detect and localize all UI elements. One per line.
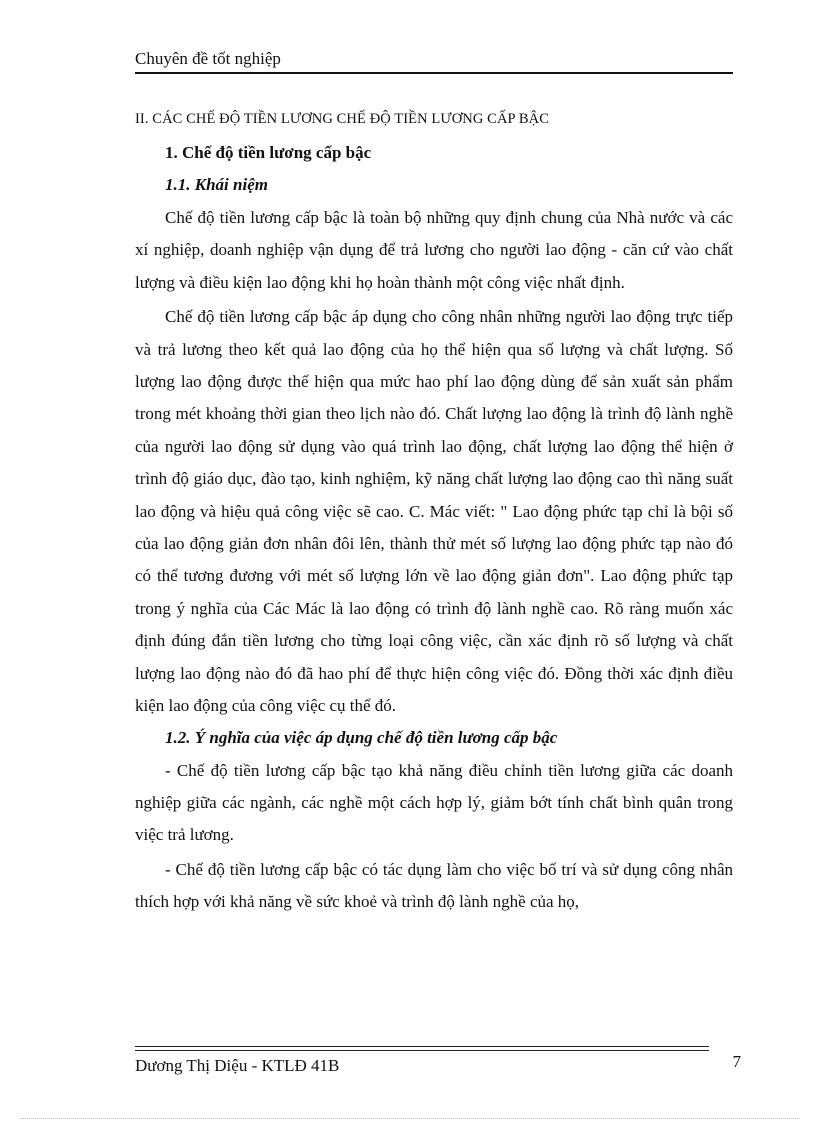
section-title: II. CÁC CHẾ ĐỘ TIỀN LƯƠNG CHẾ ĐỘ TIỀN LƯƠNG CẤP BẬC bbox=[135, 111, 549, 127]
page-number: 7 bbox=[732, 1052, 741, 1071]
document-body bbox=[135, 108, 733, 921]
footer-rule bbox=[135, 1050, 709, 1051]
paragraph: Chế độ tiền lương cấp bậc là toàn bộ những quy định chung của Nhà nước và các xí nghiệp, doanh nghiệp vận dụng để trả lương cho người lao động - căn cứ vào chất lượng và điều kiện lao động khi họ hoàn thành một công việc nhất định. bbox=[135, 208, 733, 292]
page-footer bbox=[135, 1046, 741, 1075]
footer-author: Dương Thị Diệu - KTLĐ 41B bbox=[135, 1056, 340, 1075]
footer-rule bbox=[135, 1046, 709, 1047]
paragraph: - Chế độ tiền lương cấp bậc tạo khả năng điều chỉnh tiền lương giữa các doanh nghiệp giữa các ngành, các nghề một cách hợp lý, giảm bớt tính chất bình quân trong việc trả lương. bbox=[135, 760, 733, 845]
heading-1: 1. Chế độ tiền lương cấp bậc bbox=[165, 143, 372, 162]
header-title: Chuyên đề tốt nghiệp bbox=[135, 49, 281, 68]
paragraph: - Chế độ tiền lương cấp bậc có tác dụng làm cho việc bố trí và sử dụng công nhân thích hợp với khả năng về sức khoẻ và trình độ lành nghề của họ, bbox=[135, 859, 733, 912]
page-edge bbox=[20, 1118, 800, 1119]
header-rule bbox=[135, 72, 733, 74]
paragraph: Chế độ tiền lương cấp bậc áp dụng cho công nhân những người lao động trực tiếp và trả lương theo kết quả lao động của họ thể hiện qua số lượng và chất lượng. Số lượng lao động được thể hiện qua mức hao phí lao động dùng để sản xuất sản phẩm trong mét khoảng thời gian theo lịch nào đó. Chất lượng lao động là trình độ lành nghề của người lao động sử dụng vào quá trình lao động, chất lượng lao động thể hiện ở trình độ giáo dục, đào tạo, kinh nghiệm, kỹ năng chất lượng lao động cao thì năng suất lao động và hiệu quả công việc sẽ cao. C. Mác viết: " Lao động phức tạp chỉ là bội số của lao động giản đơn nhân đôi lên, thành thử mét số lượng lao động phức tạp nào đó có thể tương đương với mét số lượng lớn về lao động giản đơn". Lao động phức tạp trong ý nghĩa của Các Mác là lao động có trình độ lành nghề cao. Rõ ràng muốn xác định đúng đắn tiền lương cho từng loại công việc, cần xác định rõ số lượng và chất lượng lao động nào đó đã hao phí để thực hiện công việc đó. Đồng thời xác định điều kiện lao động của công việc cụ thể đó. bbox=[135, 307, 733, 716]
page-header bbox=[135, 48, 733, 74]
heading-1-2: 1.2. Ý nghĩa của việc áp dụng chế độ tiền lương cấp bậc bbox=[165, 727, 558, 747]
heading-1-1: 1.1. Khái niệm bbox=[165, 175, 268, 194]
